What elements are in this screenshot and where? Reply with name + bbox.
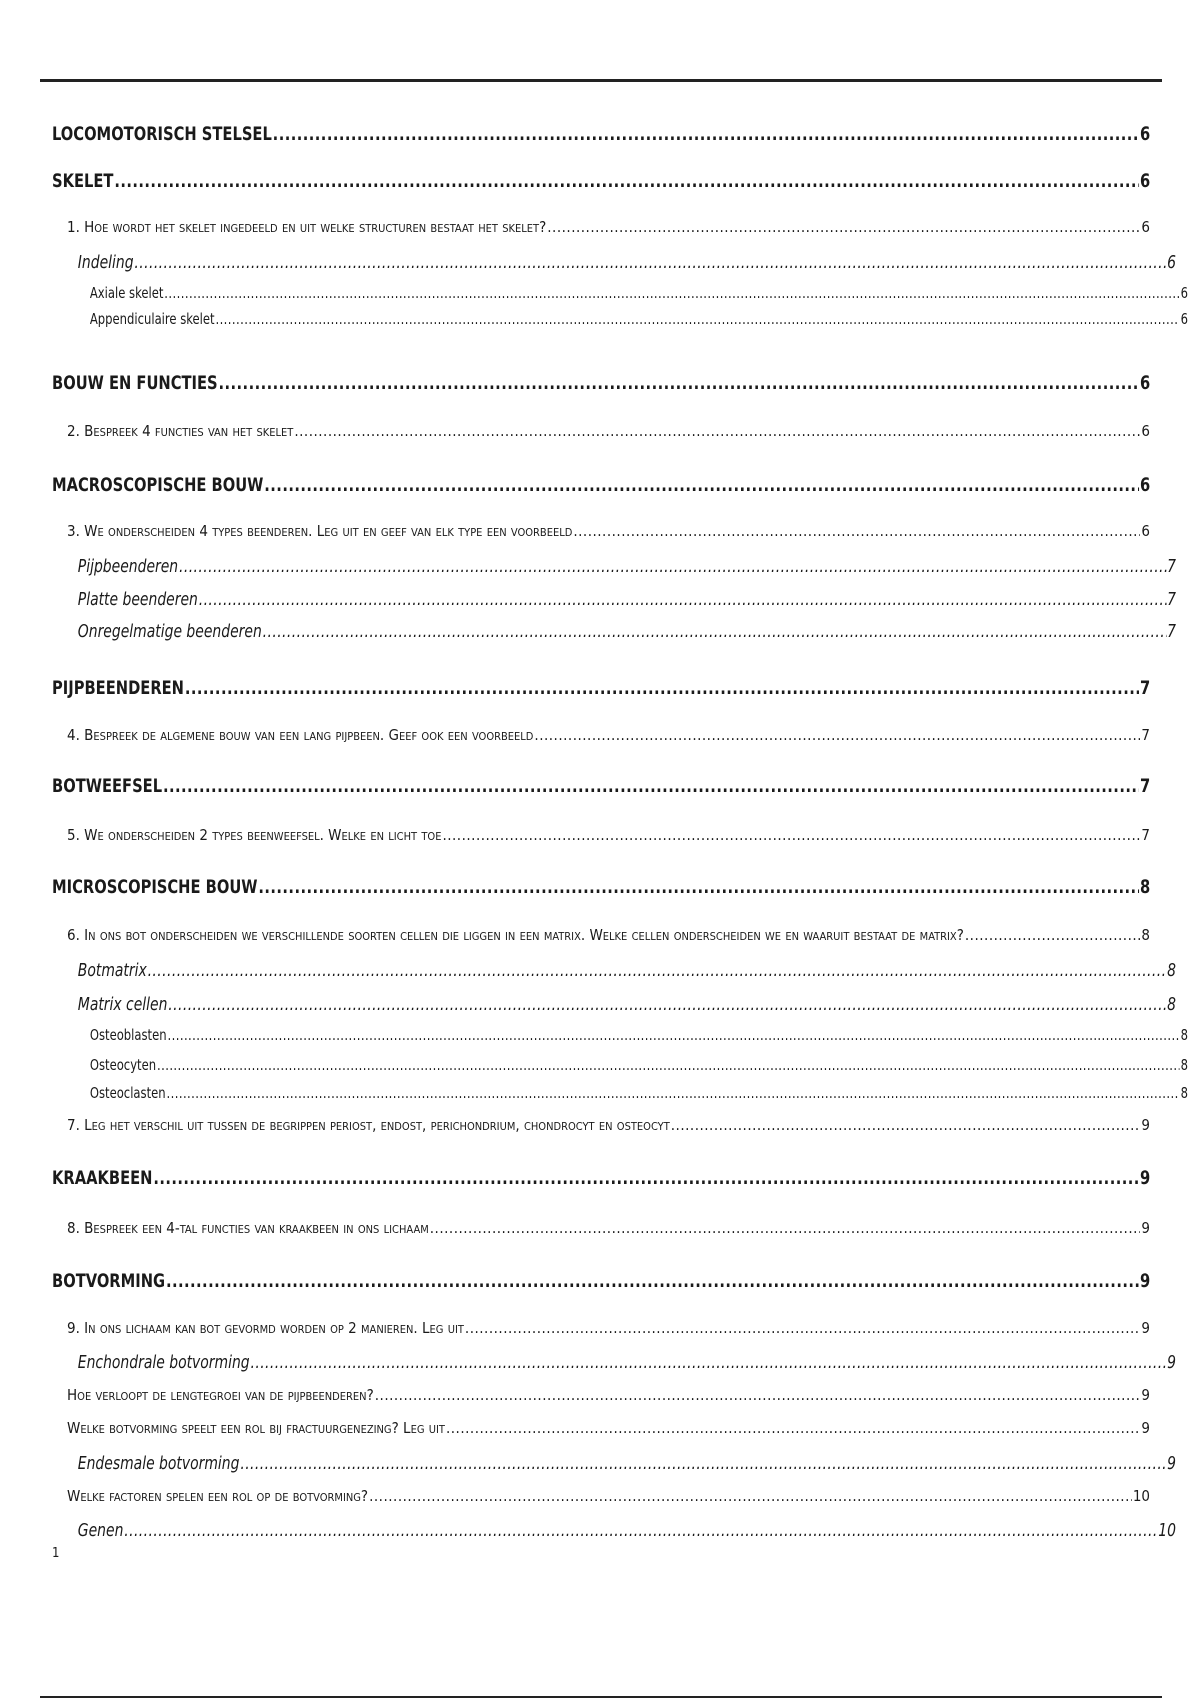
toc-entry-page: 7 [1141,726,1150,744]
toc-dot-leader [273,123,1139,145]
toc-entry-page: 9 [1141,1386,1150,1404]
toc-entry-page: 6 [1167,252,1177,273]
toc-entry[interactable] [52,310,1188,328]
toc-entry-title: Osteocyten [89,1056,157,1074]
toc-dot-leader [157,1056,1180,1074]
toc-entry-title: 6. In ons bot onderscheiden we verschillende soorten cellen die liggen in een matrix. Welke cellen onderscheiden we en waaruit bestaat de matrix? [67,926,964,944]
toc-dot-leader [168,994,1166,1015]
toc-entry[interactable] [52,522,1150,540]
toc-entry-title: MACROSCOPISCHE BOUW [52,474,264,496]
toc-entry-title: Axiale skelet [89,284,164,302]
toc-entry[interactable] [52,994,1176,1015]
toc-entry-title: Welke factoren spelen een rol op de botvorming? [67,1487,369,1505]
toc-entry-title: 7. Leg het verschil uit tussen de begrippen periost, endost, perichondrium, chondrocyt en osteocyt [67,1116,670,1134]
toc-entry-page: 6 [1139,170,1151,192]
toc-entry-page: 6 [1180,310,1189,328]
header-rule [40,79,1162,82]
toc-entry-title: Appendiculaire skelet [89,310,215,328]
toc-entry-title: 2. Bespreek 4 functies van het skelet [67,422,294,440]
toc-dot-leader [185,677,1139,699]
toc-dot-leader [124,1520,1157,1541]
toc-entry-title: Osteoclasten [89,1084,166,1102]
toc-entry[interactable] [52,677,1150,699]
toc-entry-title: Endesmale botvorming [77,1453,240,1474]
toc-entry[interactable] [52,876,1150,898]
toc-entry[interactable] [52,1386,1150,1404]
toc-dot-leader [167,1026,1179,1044]
toc-entry[interactable] [52,1116,1150,1134]
toc-entry[interactable] [52,252,1176,273]
toc-entry-title: Genen [77,1520,124,1541]
toc-dot-leader [153,1167,1139,1189]
toc-entry[interactable] [52,1026,1188,1044]
toc-entry-page: 7 [1167,621,1177,642]
toc-entry-page: 7 [1139,775,1151,797]
toc-entry-page: 10 [1158,1520,1177,1541]
toc-entry[interactable] [52,1453,1176,1474]
toc-dot-leader [179,556,1166,577]
toc-dot-leader [442,826,1140,844]
toc-dot-leader [965,926,1141,944]
toc-entry-page: 8 [1180,1026,1189,1044]
toc-entry-title: Matrix cellen [77,994,168,1015]
toc-entry-title: SKELET [52,170,114,192]
toc-dot-leader [250,1352,1166,1373]
toc-entry[interactable] [52,1056,1188,1074]
toc-entry-page: 8 [1167,994,1177,1015]
toc-entry[interactable] [52,1520,1176,1541]
toc-entry-page: 8 [1141,926,1150,944]
toc-entry[interactable] [52,1419,1150,1437]
toc-dot-leader [573,522,1140,540]
toc-entry-title: 5. We onderscheiden 2 types beenweefsel. Welke en licht toe [67,826,442,844]
toc-entry[interactable] [52,826,1150,844]
toc-entry[interactable] [52,775,1150,797]
toc-entry-title: BOTVORMING [52,1270,166,1292]
toc-dot-leader [294,422,1140,440]
toc-entry-page: 6 [1180,284,1189,302]
toc-entry-title: LOCOMOTORISCH STELSEL [52,123,272,145]
toc-entry-title: Osteoblasten [89,1026,167,1044]
toc-dot-leader [166,1270,1139,1292]
page-number: 1 [52,1546,60,1561]
toc-entry-page: 6 [1139,123,1151,145]
toc-dot-leader [215,310,1179,328]
toc-dot-leader [375,1386,1141,1404]
toc-entry-page: 6 [1139,372,1151,394]
toc-dot-leader [369,1487,1132,1505]
toc-entry-page: 8 [1180,1084,1189,1102]
toc-entry[interactable] [52,960,1176,981]
toc-dot-leader [671,1116,1141,1134]
toc-entry-title: 9. In ons lichaam kan bot gevormd worden op 2 manieren. Leg uit [67,1319,464,1337]
toc-entry-page: 9 [1141,1219,1150,1237]
toc-entry[interactable] [52,1270,1150,1292]
toc-entry-page: 8 [1167,960,1177,981]
toc-entry[interactable] [52,621,1176,642]
toc-dot-leader [163,775,1139,797]
toc-entry[interactable] [52,284,1188,302]
toc-dot-leader [465,1319,1140,1337]
toc-entry[interactable] [52,726,1150,744]
toc-entry[interactable] [52,1352,1176,1373]
toc-entry-page: 7 [1139,677,1151,699]
toc-entry[interactable] [52,372,1150,394]
toc-entry-title: Welke botvorming speelt een rol bij fractuurgenezing? Leg uit [67,1419,445,1437]
toc-entry-title: Platte beenderen [77,589,198,610]
toc-dot-leader [148,960,1167,981]
toc-entry-page: 6 [1139,474,1151,496]
toc-entry-page: 7 [1167,589,1177,610]
footer-rule [40,1696,1162,1698]
toc-dot-leader [430,1219,1141,1237]
toc-entry[interactable] [52,1084,1188,1102]
toc-entry-title: BOUW EN FUNCTIES [52,372,218,394]
toc-dot-leader [218,372,1139,394]
toc-entry-title: Indeling [77,252,134,273]
toc-dot-leader [534,726,1140,744]
toc-entry-title: Enchondrale botvorming [77,1352,250,1373]
toc-dot-leader [446,1419,1140,1437]
toc-entry[interactable] [52,556,1176,577]
toc-entry[interactable] [52,926,1150,944]
toc-dot-leader [114,170,1139,192]
toc-entry-title: BOTWEEFSEL [52,775,163,797]
toc-entry[interactable] [52,589,1176,610]
toc-entry-page: 9 [1141,1419,1150,1437]
toc-entry-title: KRAAKBEEN [52,1167,153,1189]
toc-entry-page: 7 [1141,826,1150,844]
toc-entry-page: 9 [1141,1319,1150,1337]
toc-dot-leader [164,284,1180,302]
toc-entry-page: 8 [1180,1056,1189,1074]
toc-entry-title: 3. We onderscheiden 4 types beenderen. Leg uit en geef van elk type een voorbeeld [67,522,573,540]
toc-entry-page: 9 [1167,1453,1177,1474]
toc-entry-page: 6 [1141,218,1150,236]
toc-entry-title: Hoe verloopt de lengtegroei van de pijpbeenderen? [67,1386,374,1404]
toc-entry-page: 8 [1139,876,1151,898]
toc-entry[interactable] [52,1167,1150,1189]
toc-entry-title: Botmatrix [77,960,147,981]
toc-entry-title: 8. Bespreek een 4-tal functies van kraakbeen in ons lichaam [67,1219,429,1237]
toc-entry-title: Onregelmatige beenderen [77,621,262,642]
toc-entry-page: 9 [1139,1167,1151,1189]
toc-dot-leader [134,252,1166,273]
toc-entry-title: 1. Hoe wordt het skelet ingedeeld en uit welke structuren bestaat het skelet? [67,218,547,236]
toc-dot-leader [166,1084,1179,1102]
toc-entry[interactable] [52,218,1150,236]
toc-entry-title: Pijpbeenderen [77,556,179,577]
toc-entry-page: 7 [1167,556,1177,577]
toc-entry-page: 9 [1141,1116,1150,1134]
toc-entry-title: MICROSCOPISCHE BOUW [52,876,258,898]
toc-entry-title: PIJPBEENDEREN [52,677,184,699]
toc-entry[interactable] [52,1487,1150,1505]
toc-entry-page: 6 [1141,522,1150,540]
toc-entry-page: 6 [1141,422,1150,440]
toc-entry-page: 9 [1167,1352,1177,1373]
toc-dot-leader [199,589,1167,610]
toc-dot-leader [547,218,1140,236]
toc-dot-leader [258,876,1139,898]
toc-entry[interactable] [52,170,1150,192]
toc-entry-page: 9 [1139,1270,1151,1292]
toc-entry[interactable] [52,1319,1150,1337]
toc-entry-title: 4. Bespreek de algemene bouw van een lang pijpbeen. Geef ook een voorbeeld [67,726,534,744]
toc-entry[interactable] [52,1219,1150,1237]
toc-dot-leader [263,621,1167,642]
toc-entry[interactable] [52,123,1150,145]
toc-dot-leader [240,1453,1166,1474]
toc-entry[interactable] [52,474,1150,496]
toc-dot-leader [264,474,1139,496]
toc-entry-page: 10 [1132,1487,1150,1505]
toc-entry[interactable] [52,422,1150,440]
